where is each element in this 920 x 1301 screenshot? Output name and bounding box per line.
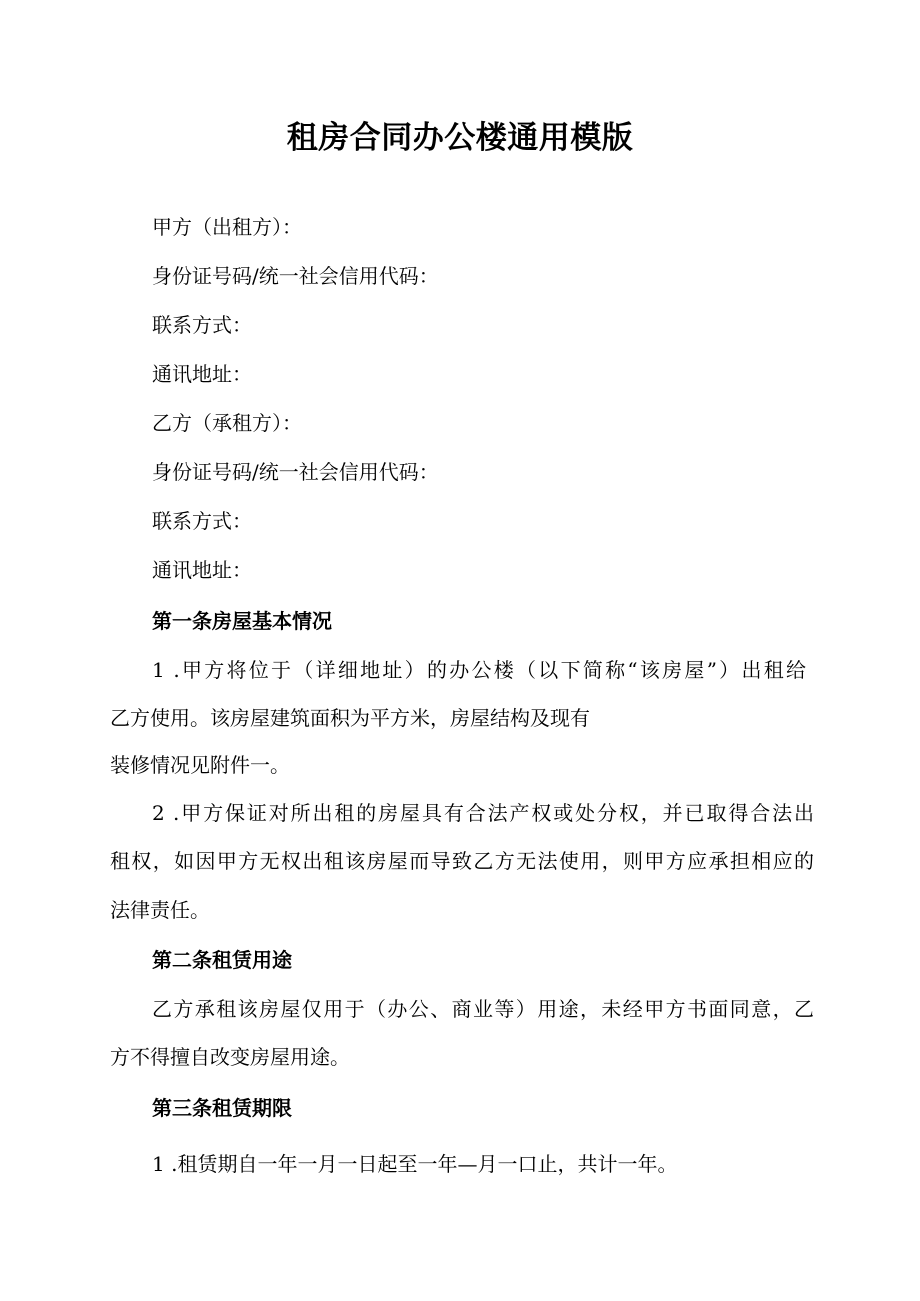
party-b-address: 通讯地址： <box>152 558 252 582</box>
document-title: 租房合同办公楼通用模版 <box>286 120 634 156</box>
party-b-contact: 联系方式： <box>152 509 252 533</box>
article2-heading: 第二条租赁用途 <box>152 948 292 972</box>
article2-p1-line2: 方不得擅自改变房屋用途。 <box>110 1045 350 1069</box>
party-a-contact: 联系方式： <box>152 313 252 337</box>
party-a-label: 甲方（出租方）： <box>152 215 302 239</box>
article2-p1-line1: 乙方承租该房屋仅用于（办公、商业等）用途，未经甲方书面同意，乙 <box>152 997 814 1021</box>
article1-heading: 第一条房屋基本情况 <box>152 609 332 633</box>
article1-p1-line3: 装修情况见附件一。 <box>110 753 290 777</box>
party-b-id: 身份证号码/统一社会信用代码： <box>152 460 439 484</box>
party-b-label: 乙方（承租方）： <box>152 411 302 435</box>
article3-heading: 第三条租赁期限 <box>152 1096 292 1120</box>
party-a-address: 通讯地址： <box>152 362 252 386</box>
article1-p2-line2: 租权，如因甲方无权出租该房屋而导致乙方无法使用，则甲方应承担相应的 <box>110 849 814 873</box>
article1-p1-line2: 乙方使用。该房屋建筑面积为平方米，房屋结构及现有 <box>110 706 590 730</box>
article3-p1-line1: 1 .租赁期自一年一月一日起至一年—月一口止，共计一年。 <box>152 1152 678 1176</box>
party-a-id: 身份证号码/统一社会信用代码： <box>152 264 439 288</box>
article1-p1-line1: 1 .甲方将位于（详细地址）的办公楼（以下简称“该房屋”）出租给 <box>152 658 806 682</box>
article1-p2-line1: 2 .甲方保证对所出租的房屋具有合法产权或处分权，并已取得合法出 <box>152 801 814 825</box>
article1-p2-line3: 法律责任。 <box>110 898 210 922</box>
